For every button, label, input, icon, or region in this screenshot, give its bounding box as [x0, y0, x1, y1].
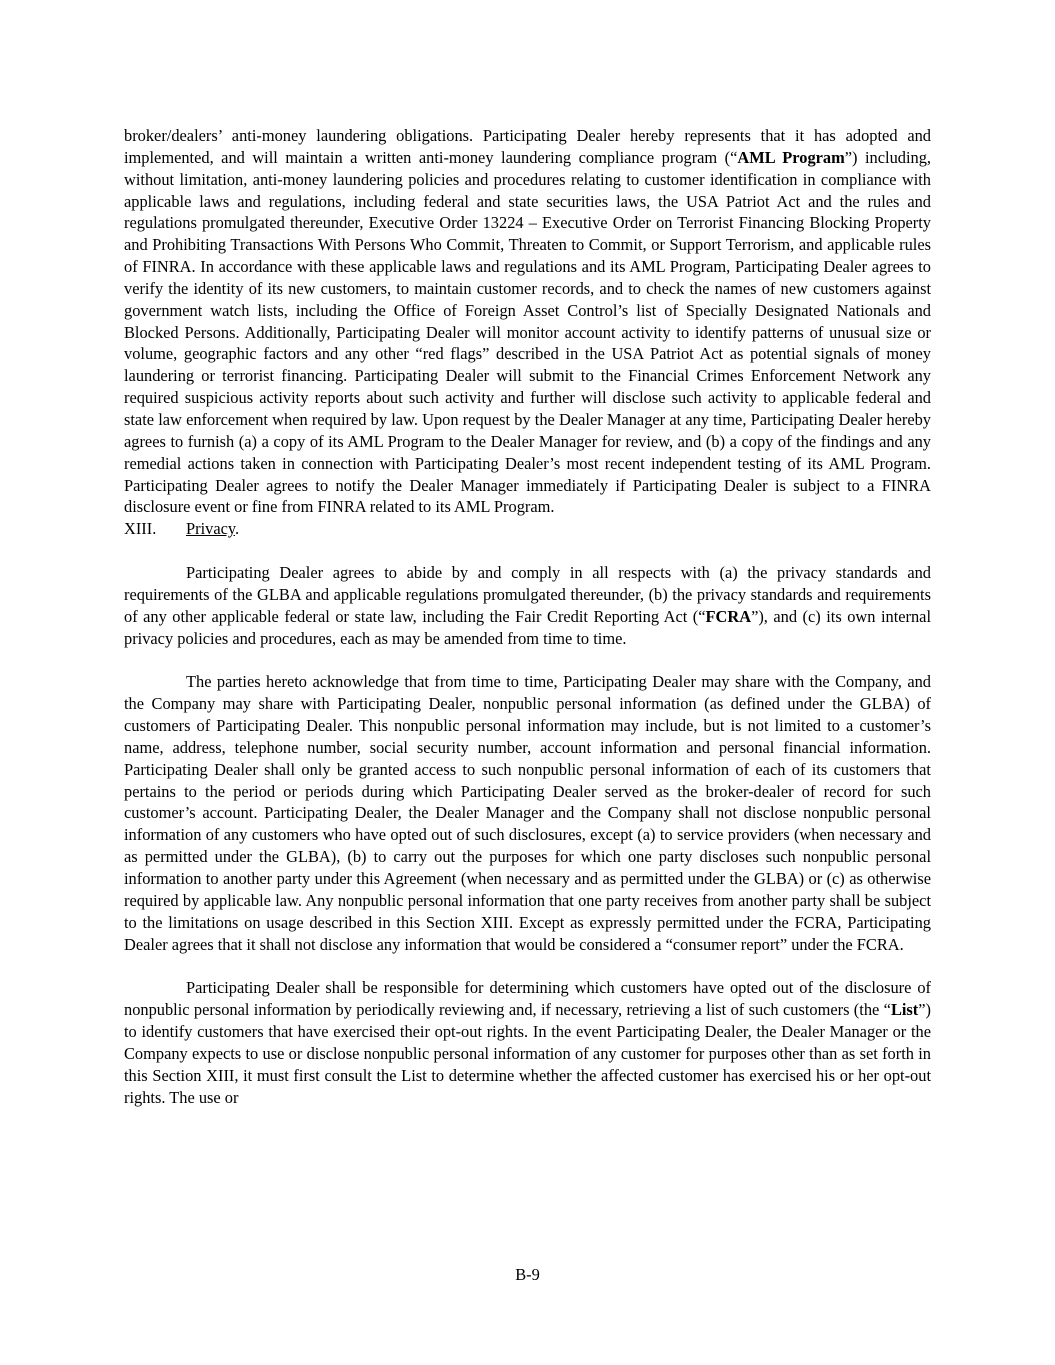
section-heading-privacy: XIII. Privacy.: [124, 519, 240, 539]
document-body: [124, 125, 931, 1108]
paragraph-opt-out-list: Participating Dealer shall be responsible for determining which customers have opted out of the disclosure of nonpublic personal information by periodically reviewing and, if necessary, retrieving a list of such customers (the “List”) to identify customers that have exercised their opt-out rights. In the event Participating Dealer, the Dealer Manager or the Company expects to use or disclose nonpublic personal information of any customer for purposes other than as set forth in this Section XIII, it must first consult the List to determine whether the affected customer has exercised his or her opt-out rights. The use or: [124, 978, 931, 1107]
defined-term-fcra: FCRA: [705, 606, 752, 626]
paragraph-aml-program: broker/dealers’ anti-money laundering obligations. Participating Dealer hereby represents that it has adopted and implemented, and will maintain a written anti-money laundering compliance program (“AML Program”) including, without limitation, anti-money laundering policies and procedures relating to customer identification in compliance with applicable laws and regulations, including federal and state securities laws, the USA Patriot Act and the rules and regulations promulgated thereunder, Executive Order 13224 – Executive Order on Terrorist Financing Blocking Property and Prohibiting Transactions With Persons Who Commit, Threaten to Commit, or Support Terrorism, and applicable rules of FINRA. In accordance with these applicable laws and regulations and its AML Program, Participating Dealer agrees to verify the identity of its new customers, to maintain customer records, and to check the names of new customers against government watch lists, including the Office of Foreign Asset Control’s list of Specially Designated Nationals and Blocked Persons. Additionally, Participating Dealer will monitor account activity to identify patterns of unusual size or volume, geographic factors and any other “red flags” described in the USA Patriot Act as potential signals of money laundering or terrorist financing. Participating Dealer will submit to the Financial Crimes Enforcement Network any required suspicious activity reports about such activity and further will disclose such activity to applicable federal and state law enforcement when required by law. Upon request by the Dealer Manager at any time, Participating Dealer hereby agrees to furnish (a) a copy of its AML Program to the Dealer Manager for review, and (b) a copy of the findings and any remedial actions taken in connection with Participating Dealer’s most recent independent testing of its AML Program. Participating Dealer agrees to notify the Dealer Manager immediately if Participating Dealer is subject to a FINRA disclosure event or fine from FINRA related to its AML Program.: [124, 126, 932, 517]
defined-term-aml-program: AML Program: [737, 147, 845, 167]
page-number: B-9: [515, 1265, 540, 1284]
section-title: Privacy: [186, 519, 236, 539]
defined-term-list: List: [890, 1000, 919, 1020]
section-number: XIII.: [124, 519, 157, 539]
paragraph-information-sharing: The parties hereto acknowledge that from time to time, Participating Dealer may share with the Company, and the Company may share with Participating Dealer, nonpublic personal information (as defined under the GLBA) of customers of Participating Dealer. This nonpublic personal information may include, but is not limited to a customer’s name, address, telephone number, social security number, account information and personal financial information. Participating Dealer shall only be granted access to such nonpublic personal information of each of its customers that pertains to the period or periods during which Participating Dealer served as the broker-dealer of record for such customer’s account. Participating Dealer, the Dealer Manager and the Company shall not disclose nonpublic personal information of any customers who have opted out of such disclosures, except (a) to service providers (when necessary and as permitted under the GLBA), (b) to carry out the purposes for which one party discloses such nonpublic personal information to another party under this Agreement (when necessary and as permitted under the GLBA) or (c) as otherwise required by applicable law. Any nonpublic personal information that one party receives from another party shall be subject to the limitations on usage described in this Section XIII. Except as expressly permitted under the FCRA, Participating Dealer agrees that it shall not disclose any information that would be considered a “consumer report” under the FCRA.: [124, 672, 931, 954]
paragraph-privacy-standards: Participating Dealer agrees to abide by and comply in all respects with (a) the privacy standards and requirements of the GLBA and applicable regulations promulgated thereunder, (b) the privacy standards and requirements of any other applicable federal or state law, including the Fair Credit Reporting Act (“FCRA”), and (c) its own internal privacy policies and procedures, each as may be amended from time to time.: [124, 563, 932, 648]
